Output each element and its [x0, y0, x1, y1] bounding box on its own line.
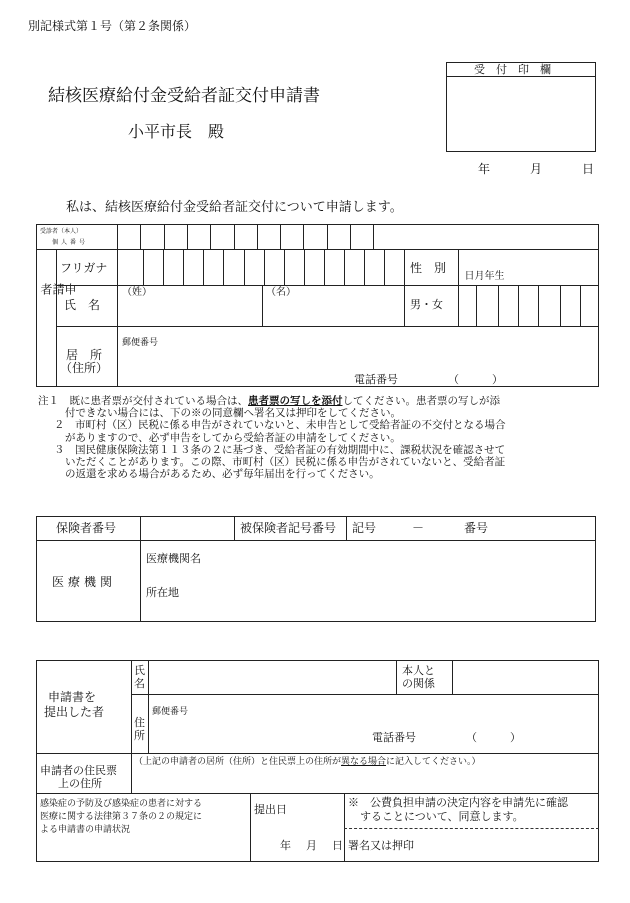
individual-number-cell-divider [210, 224, 211, 249]
number-label: 番号 [464, 521, 489, 535]
furigana-cell-divider [183, 249, 184, 285]
applicant-side-label: 申 請 者 [39, 283, 77, 295]
gender-options[interactable]: 男・女 [410, 298, 443, 311]
birth-date-cell-divider [498, 285, 499, 326]
name-label: 氏 名 [64, 298, 101, 312]
submit-year-label: 年 [280, 839, 291, 852]
individual-number-cell-divider [257, 224, 258, 249]
submitter-address-label: 住 所 [134, 716, 145, 742]
furigana-cell-divider [344, 249, 345, 285]
given-name-label: （名） [266, 287, 296, 298]
date-year-label: 年 [478, 162, 491, 176]
relation-label-line2: の関係 [402, 677, 435, 690]
furigana-cell-divider [304, 249, 305, 285]
reception-label: 受 付 印 欄 [474, 63, 551, 76]
institution-name-label: 医療機関名 [146, 552, 201, 565]
consent-line2: することについて、同意します。 [360, 810, 524, 823]
furigana-label: フリガナ [60, 261, 108, 275]
gender-label: 性 別 [410, 261, 447, 275]
submitter-phone-parens: （ ） [466, 731, 521, 744]
birth-date-label: 生 年 月 日 [462, 270, 503, 280]
insured-number-label: 被保険者記号番号 [240, 521, 337, 535]
individual-number-cell-divider [303, 224, 304, 249]
address-label: 居 所 [66, 348, 103, 362]
date-month-label: 月 [530, 162, 543, 176]
furigana-cell-divider [364, 249, 365, 285]
birth-date-cell-divider [518, 285, 519, 326]
institution-address-label: 所在地 [146, 586, 179, 599]
birth-date-cell-divider [538, 285, 539, 326]
surname-label: （姓） [122, 287, 152, 298]
furigana-cell-divider [244, 249, 245, 285]
furigana-cell-divider [163, 249, 164, 285]
symbol-label: 記号 [352, 521, 377, 535]
address-sub-label: （住所） [60, 361, 109, 375]
birth-date-cell-divider [560, 285, 561, 326]
signature-label: 署名又は押印 [348, 839, 414, 852]
submitter-name-label: 氏 名 [134, 664, 145, 690]
birth-date-cell-divider [580, 285, 581, 326]
submit-date-label: 提出日 [254, 803, 287, 816]
furigana-cell-divider [264, 249, 265, 285]
furigana-cell-divider [143, 249, 144, 285]
infection-law-line3: よる申請書の申請状況 [40, 825, 131, 835]
resident-label-line1: 申請者の住民票 [40, 764, 117, 777]
submit-day-label: 日 [332, 839, 343, 852]
individual-number-cell-divider [373, 224, 374, 249]
addressee: 小平市長 殿 [128, 122, 225, 141]
furigana-cell-divider [324, 249, 325, 285]
medical-institution-label: 医療機関 [52, 575, 117, 589]
notes: 注１ 既に患者票が交付されている場合は、患者票の写しを添付してください。患者票の写しが添 付できない場合には、下の※の同意欄へ署名又は押印をしてください。 ２ 市町村（区）民税に係る申告がされていないと、未申告として受給者証の不交付となる場合 がありますので、必ず申告をしてから受給者証の申請をしてください。 ３ 国民健康保険法第１１３条の２に基づき、受給者証の有効期間中に、課税状況を確認させて いただくことがあります。この際、市町村（区）民税に係る申告がされていないと、受給者証 の返還を求める場合があるため、必ず毎年届出を行ってください。 [38, 395, 506, 481]
individual-number-cell-divider [187, 224, 188, 249]
furigana-cell-divider [284, 249, 285, 285]
infection-law-line2: 医療に関する法律第３７条の２の規定に [40, 812, 203, 822]
submitter-label-line1: 申請書を [48, 690, 97, 704]
consent-line1: ※ 公費負担申請の決定内容を申請先に確認 [348, 796, 568, 809]
individual-number-cell-divider [140, 224, 141, 249]
phone-parens: （ ） [448, 373, 503, 386]
individual-number-cell-divider [327, 224, 328, 249]
resident-label-line2: 上の住所 [58, 777, 102, 790]
form-number: 別記様式第１号（第２条関係） [28, 19, 197, 33]
symbol-dash: － [412, 521, 425, 535]
intro-text: 私は、結核医療給付金受給者証交付について申請します。 [66, 200, 403, 215]
individual-number-cell-divider [350, 224, 351, 249]
submitter-name-field[interactable] [150, 662, 394, 692]
insurer-number-field[interactable] [142, 518, 232, 538]
relation-label-line1: 本人と [402, 664, 435, 677]
furigana-cell-divider [384, 249, 385, 285]
postal-code-label: 郵便番号 [122, 338, 159, 348]
infection-law-line1: 感染症の予防及び感染症の患者に対する [40, 799, 203, 809]
phone-label: 電話番号 [354, 373, 398, 386]
submitter-phone-label: 電話番号 [372, 731, 416, 744]
submit-month-label: 月 [306, 839, 317, 852]
date-day-label: 日 [582, 162, 595, 176]
furigana-cell-divider [203, 249, 204, 285]
submitter-postal-label: 郵便番号 [152, 707, 189, 717]
id-label-line2: 個人番号 [52, 239, 89, 246]
id-label-line1: 受診者（本人） [40, 228, 83, 235]
insurer-number-label: 保険者番号 [56, 521, 117, 535]
individual-number-cell-divider [234, 224, 235, 249]
individual-number-cell-divider [164, 224, 165, 249]
furigana-cell-divider [223, 249, 224, 285]
submitter-label-line2: 提出した者 [44, 705, 105, 719]
individual-number-cell-divider [280, 224, 281, 249]
signature-field[interactable] [420, 832, 596, 860]
page-title: 結核医療給付金受給者証交付申請書 [48, 86, 320, 106]
resident-note: （上記の申請者の居所（住所）と住民票上の住所が異なる場合に記入してください。） [134, 757, 481, 767]
